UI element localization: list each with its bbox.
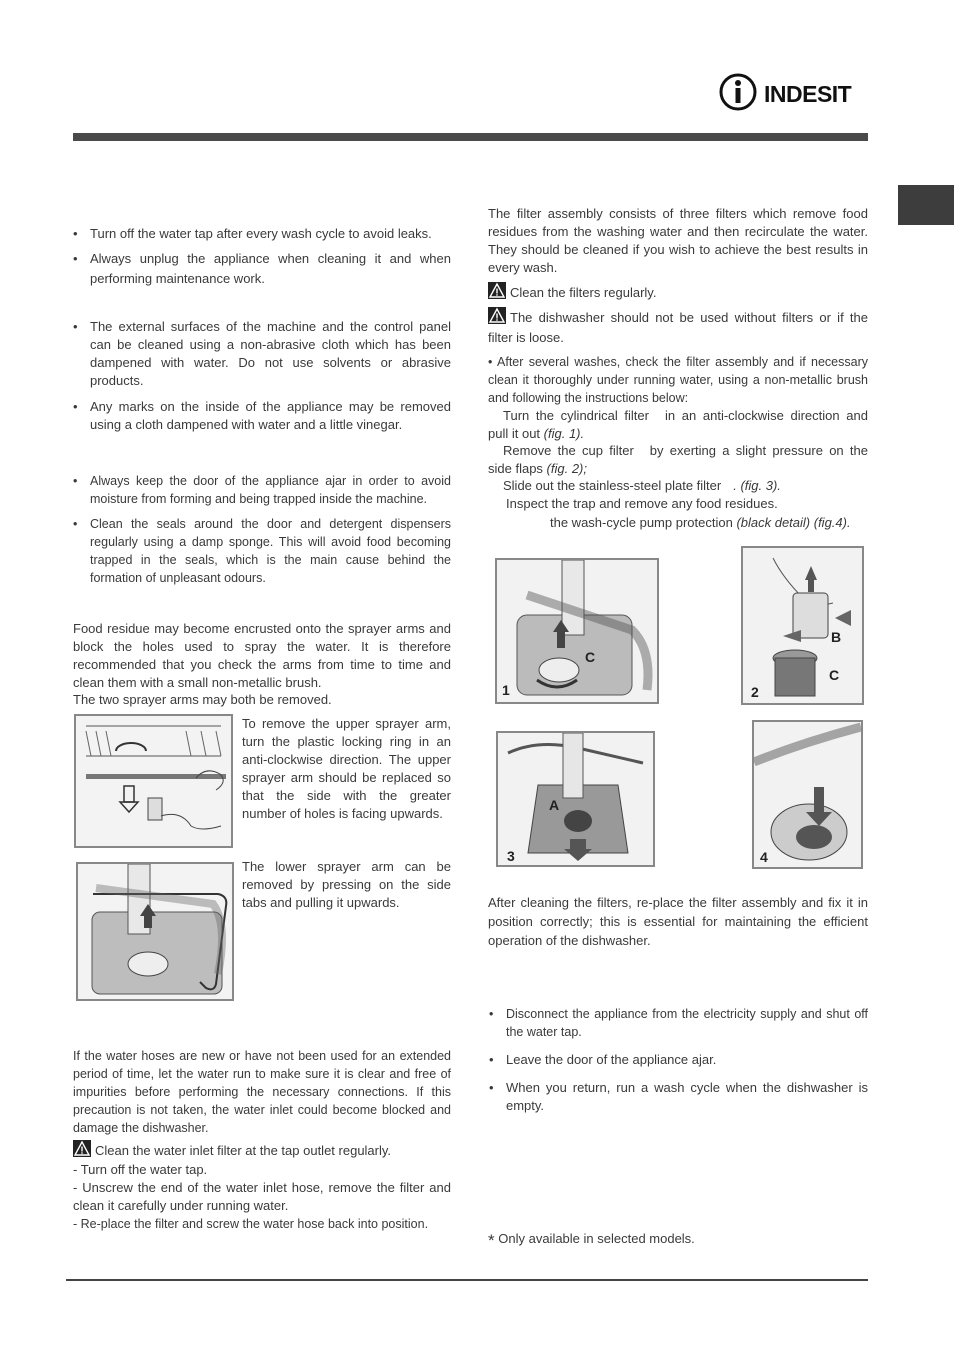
footnote (488, 1230, 868, 1250)
filter-warning-2 (488, 307, 868, 348)
warning-icon (488, 282, 506, 299)
step-5 (550, 514, 868, 532)
lower-arm-text: The lower sprayer arm can be removed by pressing on the side tabs and pulling it upwards. (242, 859, 451, 910)
indesit-logo (718, 70, 870, 114)
footer-rule (66, 1279, 868, 1281)
step-2 (488, 442, 868, 478)
figure-1-label-c: C (585, 649, 596, 665)
figure-2-label-c: C (829, 667, 840, 683)
inlet-warning (73, 1140, 451, 1160)
step-1-b: in an anti-clockwise direction and pull it out (488, 408, 868, 441)
figure-2-number: 2 (751, 684, 759, 700)
warning-icon (73, 1140, 91, 1157)
filter-warning-1 (488, 282, 868, 302)
inlet-step-3: - Re-place the filter and screw the water hose back into position. (73, 1217, 429, 1231)
step-4 (488, 495, 868, 513)
lower-sprayer-figure (76, 862, 234, 1001)
brand-wordmark: INDESIT (764, 81, 852, 107)
figure-3 (496, 731, 655, 867)
figure-1-number: 1 (502, 682, 510, 698)
after-cleaning: After cleaning the filters, re-place the filter assembly and fix it in position correctly; this is essential for maintaining the efficient operation of the dishwasher. (488, 895, 868, 948)
after-washes: • After several washes, check the filter assembly and if necessary clean it thoroughly under running water, using a non-metallic brush and following the instructions below: (488, 355, 868, 405)
sprayer-both: The two sprayer arms may both be removed. (73, 692, 332, 707)
figure-3-label-a: A (549, 797, 560, 813)
step-3-a: Slide out the stainless-steel plate filter (503, 478, 722, 493)
footnote-star: * (488, 1231, 495, 1250)
filter-warning-2-text: The dishwasher should not be used without filters or if the filter is loose. (488, 310, 868, 345)
sprayer-intro: Food residue may become encrusted onto the sprayer arms and block the holes used to spray the water. It is therefore recommended that you check the arms from time to time and clean them with a small non-metallic brush. (73, 621, 451, 690)
step-2-a: Remove the cup filter (503, 443, 634, 458)
bullet-external-surfaces: • The external surfaces of the machine and the control panel can be cleaned using a non-abrasive cloth which has been dampened with water. Do not use solvents or abrasive products. (90, 318, 451, 390)
figure-3-number: 3 (507, 848, 515, 864)
hoses-intro: If the water hoses are new or have not been used for an extended period of time, let the water run to make sure it is clear and free of impurities before performing the necessary connections. If this precaution is not taken, the water inlet could become blocked and damage the dishwasher. (73, 1049, 451, 1135)
step-3-ref: . (fig. 3). (733, 478, 781, 493)
filter-warning-1-text: Clean the filters regularly. (510, 285, 657, 300)
step-4-text: Inspect the trap and remove any food residues. (506, 496, 778, 511)
footnote-text: Only available in selected models. (498, 1231, 695, 1246)
bullet-run-empty: • When you return, run a wash cycle when the dishwasher is empty. (506, 1079, 868, 1115)
warning-icon (488, 307, 506, 324)
step-2-b: by exerting a slight pressure on the side flaps (488, 443, 868, 476)
inlet-warning-text: Clean the water inlet filter at the tap outlet regularly. (95, 1143, 392, 1158)
filter-intro: The filter assembly consists of three filters which remove food residues from the washing water and then recirculate the water. They should be cleaned if you wish to achieve the best results in every wash. (488, 206, 868, 275)
figure-4-number: 4 (760, 849, 768, 865)
header-rule (73, 133, 868, 141)
step-3 (488, 477, 868, 495)
bullet-disconnect: • Disconnect the appliance from the electricity supply and shut off the water tap. (506, 1005, 868, 1041)
step-1 (488, 407, 868, 443)
inlet-step-1: - Turn off the water tap. (73, 1162, 208, 1177)
figure-4 (752, 720, 863, 869)
step-5-a: the wash-cycle pump protection (550, 515, 733, 530)
bullet-door-ajar: • Always keep the door of the appliance ajar in order to avoid moisture from forming and being trapped inside the machine. (90, 472, 451, 508)
bullet-door-ajar-away: • Leave the door of the appliance ajar. (506, 1051, 868, 1069)
upper-sprayer-figure (74, 714, 233, 848)
inlet-step-2: - Unscrew the end of the water inlet hose, remove the filter and clean it carefully under running water. (73, 1180, 451, 1213)
figure-2 (741, 546, 864, 705)
bullet-clean-seals: • Clean the seals around the door and detergent dispensers regularly using a damp sponge. This will avoid food becoming trapped in the seals, which is the main cause behind the formation of unpleasant odours. (90, 515, 451, 587)
step-1-ref: (fig. 1). (543, 426, 585, 441)
language-tab (898, 185, 954, 225)
bullet-unplug: • Always unplug the appliance when cleaning it and when performing maintenance work. (90, 249, 451, 289)
bullet-inside-marks: • Any marks on the inside of the appliance may be removed using a cloth dampened with water and a little vinegar. (90, 398, 451, 434)
upper-arm-text: To remove the upper sprayer arm, turn the plastic locking ring in an anti-clockwise direction. The upper sprayer arm should be replaced so that the side with the greater number of holes is facing upwards. (242, 716, 451, 821)
figure-2-label-b: B (831, 629, 842, 645)
step-2-ref: (fig. 2); (546, 461, 588, 476)
figure-1 (495, 558, 659, 704)
step-5-ref: (black detail) (fig.4). (736, 515, 851, 530)
bullet-tap-off: • Turn off the water tap after every wash cycle to avoid leaks. (90, 225, 451, 243)
step-1-a: Turn the cylindrical filter (503, 408, 649, 423)
